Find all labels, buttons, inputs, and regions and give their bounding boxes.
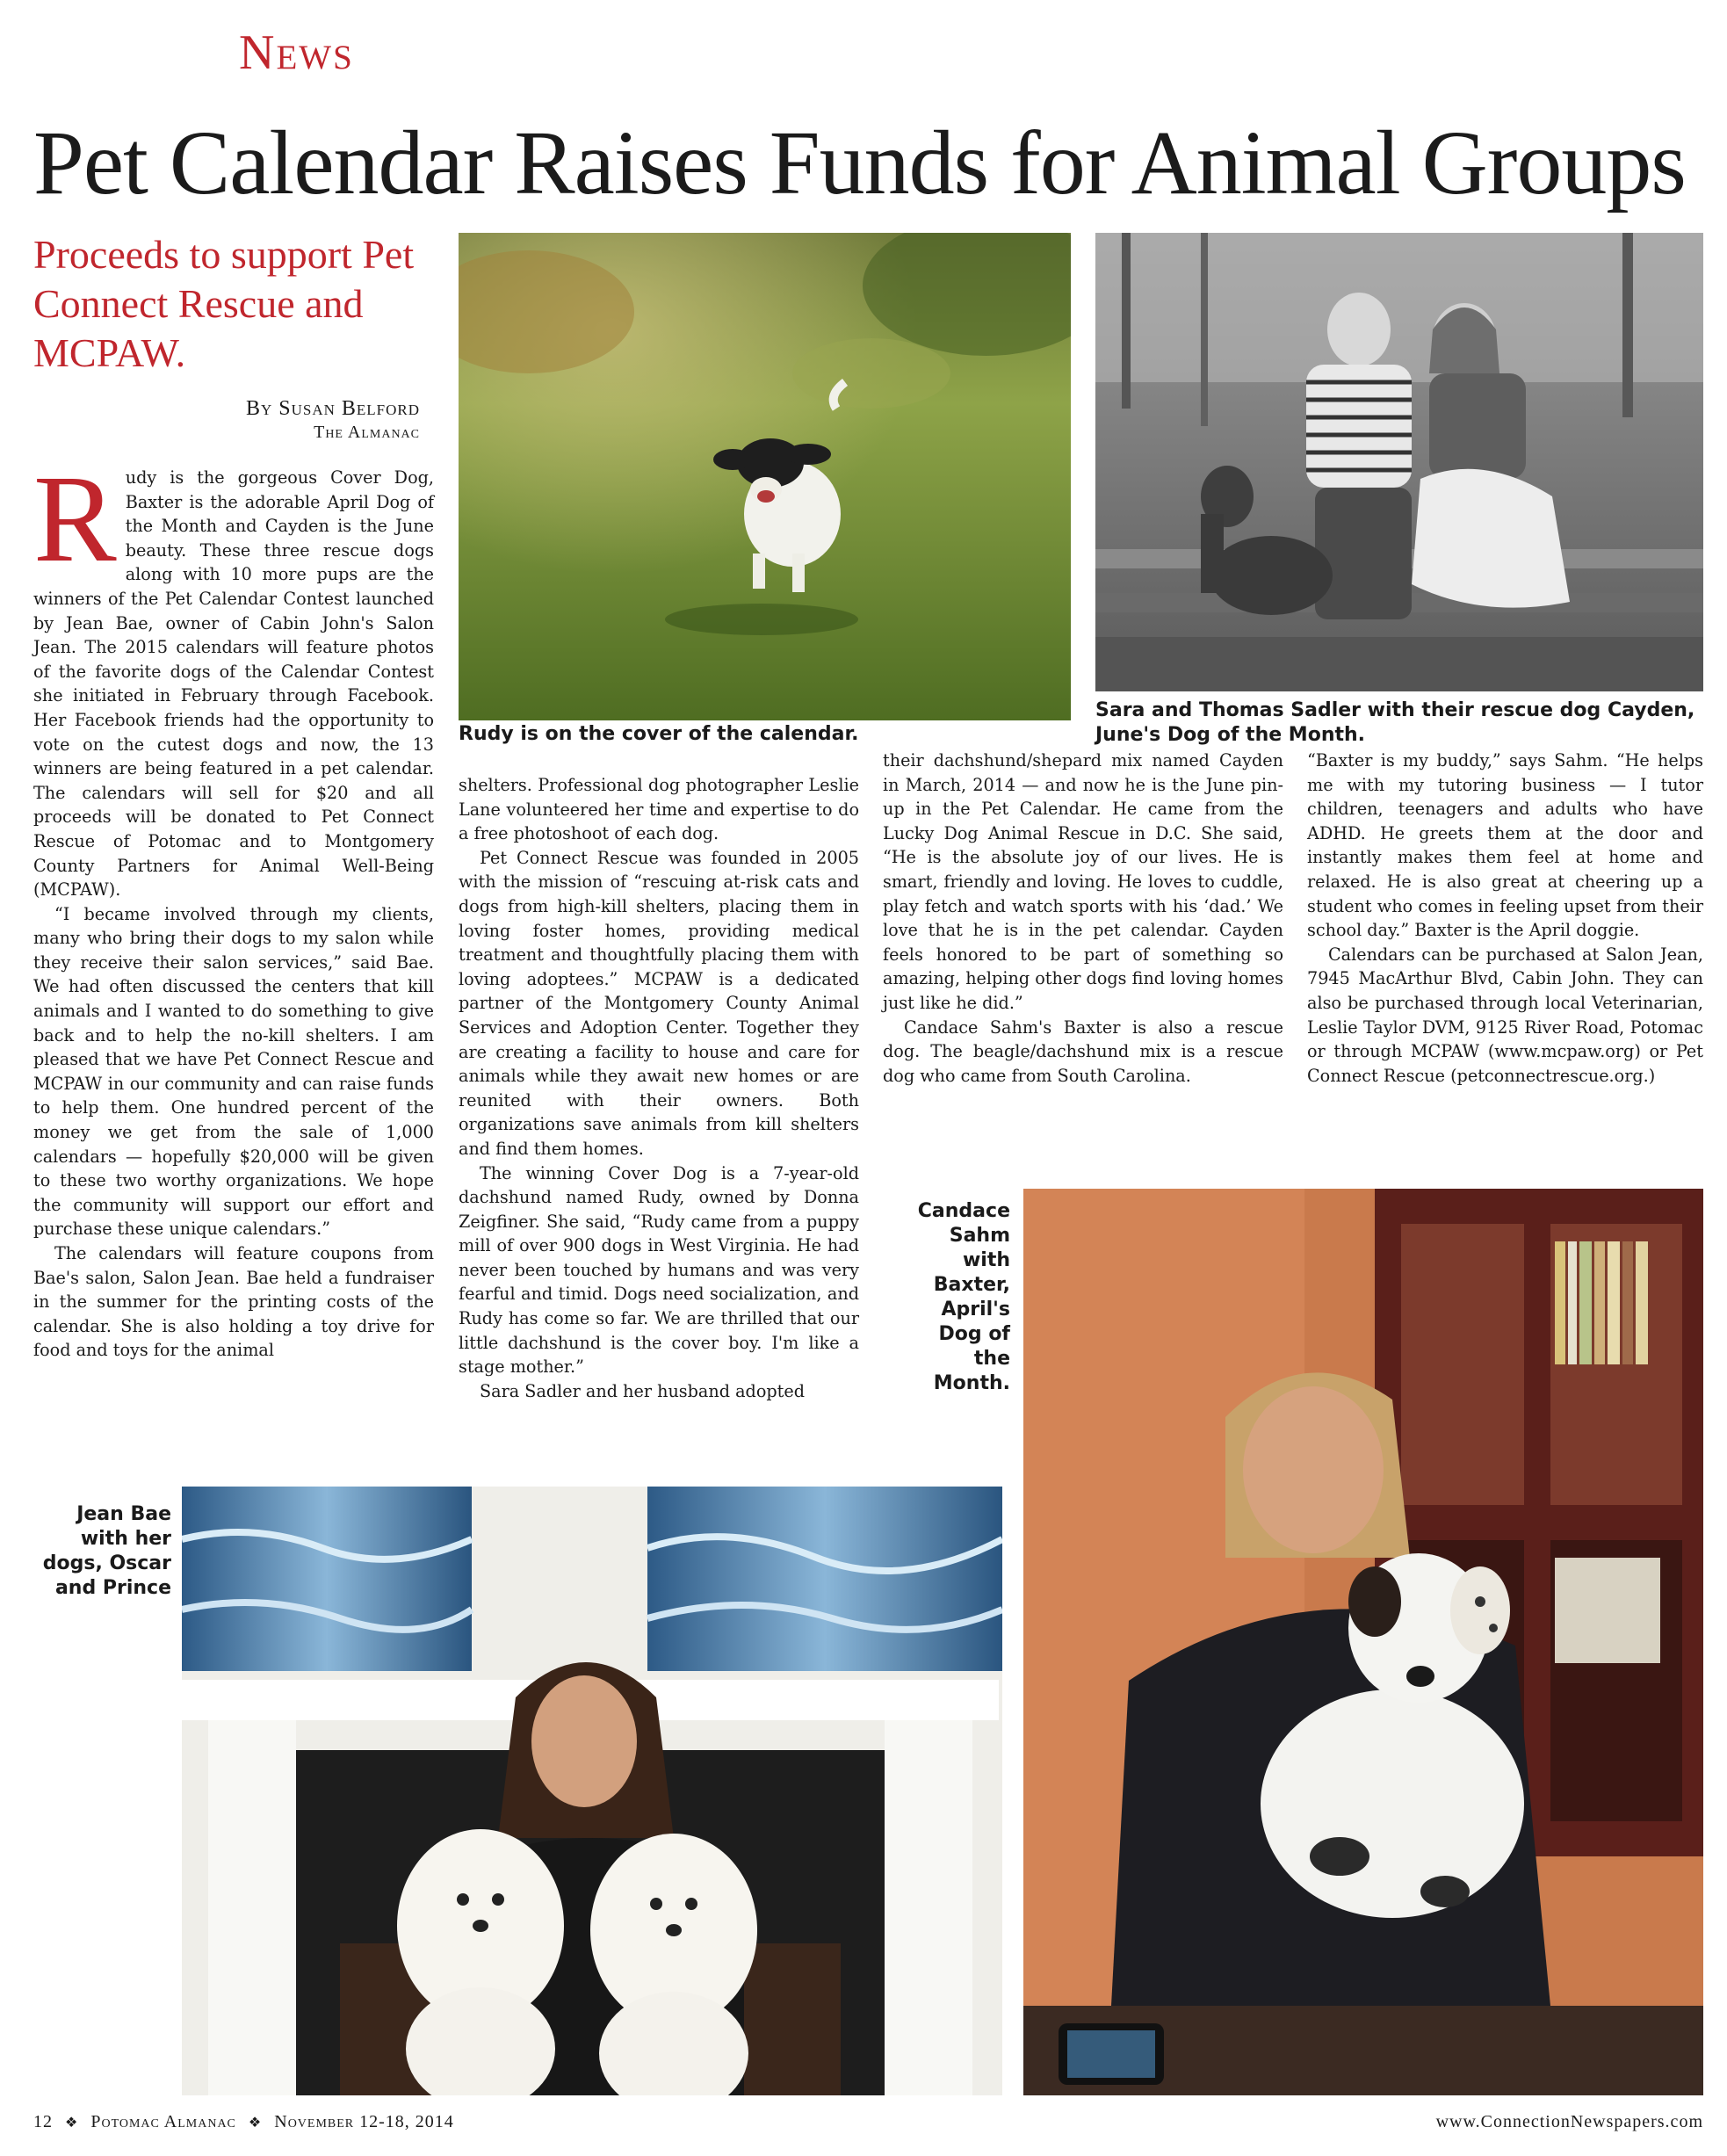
article-column-2 <box>459 773 859 1403</box>
article-paragraph: Pet Connect Rescue was founded in 2005 with the mission of “rescuing at-risk cats and dogs from high-kill shelters, placing them in loving foster homes, providing medical treatment and thoughtfully placing them with loving adoptees.” MCPAW is a dedicated partner of the Montgomery County Animal Services and Adoption Center. Together they are creating a facility to house and care for animals while they await new homes or are reunited with their owners. Both organizations save animals from kill shelters and find them homes. <box>459 847 859 1159</box>
caption-candace: Candace Sahm with Baxter, April's Dog of the Month. <box>917 1200 1010 1394</box>
page-number: 12 <box>33 2112 53 2131</box>
article-paragraph: Sara Sadler and her husband adopted <box>480 1380 806 1401</box>
footer-folio <box>33 2112 454 2132</box>
photo-sadler-couple <box>1095 233 1703 691</box>
footer-date: November 12-18, 2014 <box>274 2112 454 2131</box>
byline-publication: The Almanac <box>314 423 420 442</box>
dropcap: R <box>33 449 117 588</box>
caption-sadler: Sara and Thomas Sadler with their rescue dog Cayden, June's Dog of the Month. <box>1095 699 1695 746</box>
article-column-4 <box>1307 749 1703 1088</box>
article-paragraph: their dachshund/shepard mix named Cayden in March, 2014 — and now he is the June pin-up in the Pet Calendar. He came from the Lucky Dog Animal Rescue in D.C. She said, “He is the absolute joy of our lives. He is smart, friendly and loving. He loves to cuddle, play fetch and watch sports with his ‘dad.’ We love that he is in the pet calendar. Cayden feels honored to be part of something so amazing, helping other dogs find loving homes just like he did.” <box>883 750 1283 1013</box>
article-paragraph: Candace Sahm's Baxter is also a rescue dog. The beagle/dachshund mix is a rescue dog who came from South Carolina. <box>883 1017 1283 1086</box>
byline <box>33 397 420 443</box>
photo-jean-bae <box>182 1487 1002 2095</box>
separator-ornament: ❖ <box>248 2114 263 2131</box>
caption-rudy: Rudy is on the cover of the calendar. <box>459 723 859 745</box>
article-paragraph: “Baxter is my buddy,” says Sahm. “He helps me with my tutoring business — I tutor children, teenagers and adults who have ADHD. He greets them at the door and instantly makes them feel at home and relaxed. He is also great at cheering up a student who comes in feeling upset from their school day.” Baxter is the April doggie. <box>1307 750 1703 941</box>
headline: Pet Calendar Raises Funds for Animal Groups <box>33 112 1686 213</box>
section-label: News <box>239 25 354 80</box>
separator-ornament: ❖ <box>65 2114 79 2131</box>
caption-jean: Jean Bae with her dogs, Oscar and Prince <box>42 1503 171 1599</box>
article-paragraph: The winning Cover Dog is a 7-year-old dachshund named Rudy, owned by Donna Zeigfiner. She said, “Rudy came from a puppy mill of over 900 dogs in West Virginia. He had never been touched by humans and was very fearful and timid. Dogs need socialization, and Rudy has come so far. We are thrilled that our little dachshund is the cover boy. I'm like a stage mother.” <box>459 1162 859 1378</box>
article-paragraph: The calendars will feature coupons from Bae's salon, Salon Jean. Bae held a fundraiser in the summer for the printing costs of the calendar. She is also holding a toy drive for food and toys for the animal <box>33 1243 434 1361</box>
deck-subheading: Proceeds to support Pet Connect Rescue and MCPAW. <box>33 232 415 375</box>
byline-author: By Susan Belford <box>245 397 420 420</box>
footer-publication: Potomac Almanac <box>90 2112 236 2131</box>
article-paragraph: Calendars can be purchased at Salon Jean, 7945 MacArthur Blvd, Cabin John. They can also be purchased through local Veterinarian, Leslie Taylor DVM, 9125 River Road, Potomac or through MCPAW (www.mcpaw.org) or Pet Connect Rescue (petconnectrescue.org.) <box>1307 944 1703 1086</box>
article-column-1 <box>33 449 434 1363</box>
photo-rudy <box>459 233 1071 720</box>
article-paragraph: “I became involved through my clients, many who bring their dogs to my salon while they receive their salon services,” said Bae. We had often discussed the centers that kill animals and I wanted to do something to give back and to help the no-kill shelters. I am pleased that we have Pet Connect Rescue and MCPAW in our community and can raise funds to help them. One hundred percent of the money we get from the sale of 1,000 calendars — hopefully $20,000 will be given to these two worthy organizations. We hope the community will support our effort and purchase these unique calendars.” <box>33 903 434 1240</box>
photo-candace-baxter <box>1023 1189 1703 2095</box>
article-column-3 <box>883 749 1283 1088</box>
article-paragraph: udy is the gorgeous Cover Dog, Baxter is the adorable April Dog of the Month and Cayden is the June beauty. These three rescue dogs along with 10 more pups are the winners of the Pet Calendar Contest launched by Jean Bae, owner of Cabin John's Salon Jean. The 2015 calendars will feature photos of the favorite dogs of the Calendar Contest she initiated in February through Facebook. Her Facebook friends had the opportunity to vote on the cutest dogs and now, the 13 winners are being featured in a pet calendar. The calendars will sell for $20 and all proceeds will be donated to Pet Connect Rescue of Potomac and to Montgomery County Partners for Animal Well-Being (MCPAW). <box>33 467 434 901</box>
article-paragraph: shelters. Professional dog photographer Leslie Lane volunteered her time and expertise to do a free photoshoot of each dog. <box>459 775 859 844</box>
footer-website[interactable]: www.ConnectionNewspapers.com <box>1435 2112 1703 2131</box>
